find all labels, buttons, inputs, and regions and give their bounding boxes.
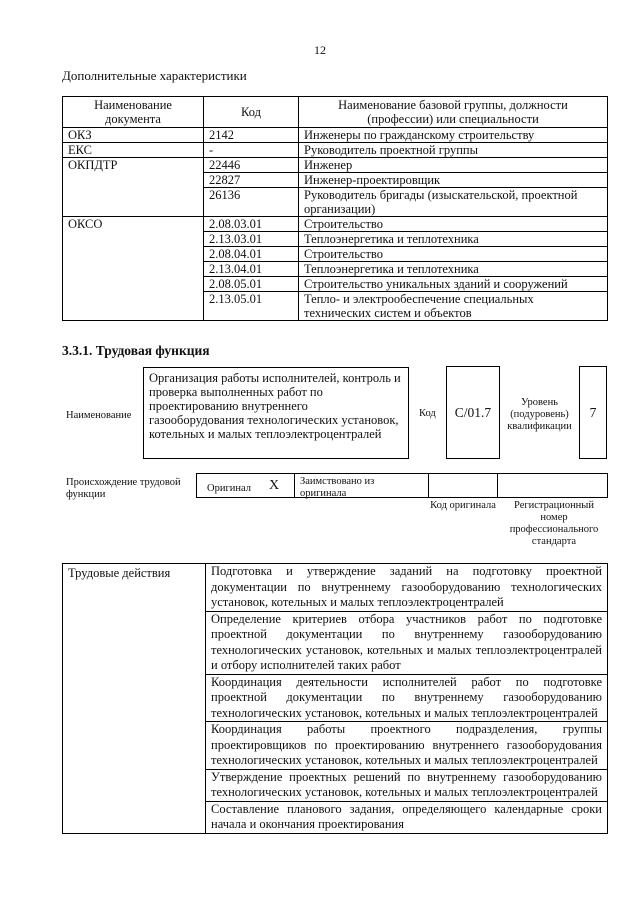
code-label: Код	[419, 408, 436, 419]
code-cell: 22827	[204, 173, 299, 188]
name-cell: Теплоэнергетика и теплотехника	[299, 232, 608, 247]
name-cell: Руководитель бригады (изыскательской, проектной организации)	[299, 188, 608, 217]
table-header-row	[63, 97, 608, 128]
original-cell	[197, 474, 295, 497]
table-row	[63, 143, 608, 158]
registration-number-label: Регистрационный номер профессионального стандарта	[509, 500, 599, 547]
labor-actions-table	[62, 563, 608, 834]
name-cell: Строительство уникальных зданий и сооружений	[299, 277, 608, 292]
document-cell: ОКПДТР	[63, 158, 204, 217]
code-cell: 26136	[204, 188, 299, 217]
labor-function-title: 3.3.1. Трудовая функция	[62, 343, 210, 358]
table-row	[63, 128, 608, 143]
code-cell: 2.08.04.01	[204, 247, 299, 262]
origin-label: Происхождение трудовой функции	[66, 477, 181, 500]
qualification-level-box	[579, 366, 607, 459]
name-cell: Инженеры по гражданскому строительству	[299, 128, 608, 143]
original-mark: X	[269, 478, 280, 493]
labor-action: Координация работы проектного подразделения, группы проектировщиков по проектированию внутреннего газооборудования технологических установок, котельных и малых теплоэлектроцентралей	[206, 722, 608, 770]
table-row	[63, 217, 608, 232]
code-cell: 22446	[204, 158, 299, 173]
code-cell: 2.13.04.01	[204, 262, 299, 277]
code-cell: 2.08.05.01	[204, 277, 299, 292]
document-cell: ОКСО	[63, 217, 204, 321]
name-cell: Руководитель проектной группы	[299, 143, 608, 158]
name-cell: Тепло- и электрообеспечение специальных технических систем и объектов	[299, 292, 608, 321]
section-title: Дополнительные характеристики	[62, 68, 247, 83]
name-cell: Инженер-проектировщик	[299, 173, 608, 188]
labor-action: Координация деятельности исполнителей работ по подготовке проектной документации по внутреннему газооборудованию технологических установок, котельных и малых теплоэлектроцентралей	[206, 674, 608, 722]
borrowed-cell: Заимствовано из оригинала	[295, 474, 429, 497]
document-cell: ЕКС	[63, 143, 204, 158]
labor-action: Составление планового задания, определяющего календарные сроки начала и окончания проектирования	[206, 801, 608, 833]
code-cell: 2142	[204, 128, 299, 143]
code-cell: 2.13.03.01	[204, 232, 299, 247]
name-cell: Теплоэнергетика и теплотехника	[299, 262, 608, 277]
name-label: Наименование	[66, 410, 132, 421]
code-cell: -	[204, 143, 299, 158]
labor-action: Определение критериев отбора участников работ по подготовке проектной документации по внутреннему газооборудованию технологических установок, котельных и малых теплоэлектроцентралей и отбору исполнителей таких работ	[206, 611, 608, 674]
table-row	[63, 564, 608, 612]
code-cell: 2.08.03.01	[204, 217, 299, 232]
table-row	[63, 158, 608, 173]
original-code-cell	[429, 474, 498, 497]
name-cell: Строительство	[299, 217, 608, 232]
name-cell: Инженер	[299, 158, 608, 173]
origin-row	[196, 473, 608, 498]
original-code-label: Код оригинала	[430, 500, 496, 511]
labor-action: Утверждение проектных решений по внутреннему газооборудованию технологических установок, котельных и малых теплоэлектроцентралей	[206, 769, 608, 801]
document-cell: ОКЗ	[63, 128, 204, 143]
characteristics-table	[62, 96, 608, 321]
qualification-level-value: 7	[589, 404, 597, 420]
header-document-name: Наименование документа	[63, 97, 204, 128]
name-cell: Строительство	[299, 247, 608, 262]
function-code-box	[446, 366, 500, 459]
code-cell: 2.13.05.01	[204, 292, 299, 321]
qualification-level-label: Уровень (подуровень) квалификации	[507, 397, 572, 432]
header-base-group: Наименование базовой группы, должности (профессии) или специальности	[299, 97, 608, 128]
registration-number-cell	[498, 474, 607, 497]
labor-actions-label: Трудовые действия	[63, 564, 206, 834]
page-number: 12	[314, 43, 326, 57]
header-code: Код	[204, 97, 299, 128]
original-label: Оригинал	[207, 483, 251, 494]
function-code-value: C/01.7	[454, 404, 492, 420]
function-name-box: Организация работы исполнителей, контроль и проверка выполненных работ по проектированию внутреннего газооборудования технологических установок, котельных и малых теплоэлектроцентралей	[143, 367, 409, 459]
labor-action: Подготовка и утверждение заданий на подготовку проектной документации по внутреннему газооборудованию технологических установок, котельных и малых теплоэлектроцентралей	[206, 564, 608, 612]
